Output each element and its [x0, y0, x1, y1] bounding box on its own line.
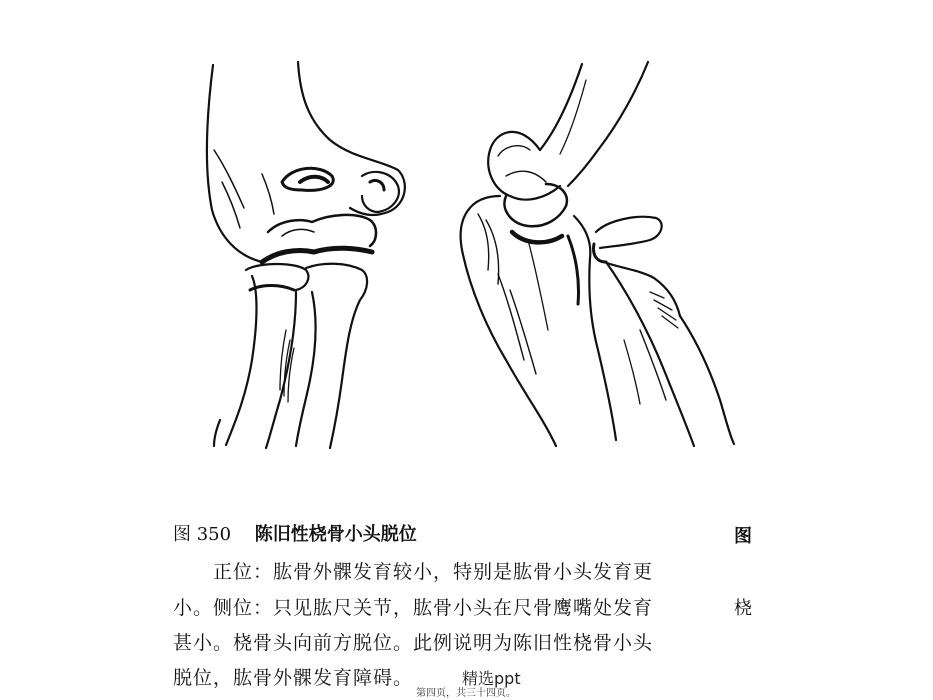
lateral-view-drawing	[461, 62, 734, 446]
cropped-next-figure-label: 图	[734, 526, 752, 547]
figure-caption	[173, 520, 417, 546]
body-line-1: 正位：肱骨外髁发育较小，特别是肱骨小头发育更	[213, 561, 654, 583]
cropped-next-body-text: 桡	[734, 598, 752, 619]
figure-title: 陈旧性桡骨小头脱位	[254, 524, 417, 545]
body-line-3: 甚小。桡骨头向前方脱位。此例说明为陈旧性桡骨小头	[173, 632, 654, 654]
watermark-label: 精选ppt	[462, 669, 521, 688]
page-footer: 第四页，共三十四页。	[416, 688, 516, 699]
ap-view-drawing	[207, 62, 405, 448]
figure-number: 图 350	[173, 524, 232, 545]
body-line-4: 脱位，肱骨外髁发育障碍。	[173, 667, 414, 689]
body-line-2: 小。侧位：只见肱尺关节，肱骨小头在尺骨鹰嘴处发育	[173, 597, 654, 619]
